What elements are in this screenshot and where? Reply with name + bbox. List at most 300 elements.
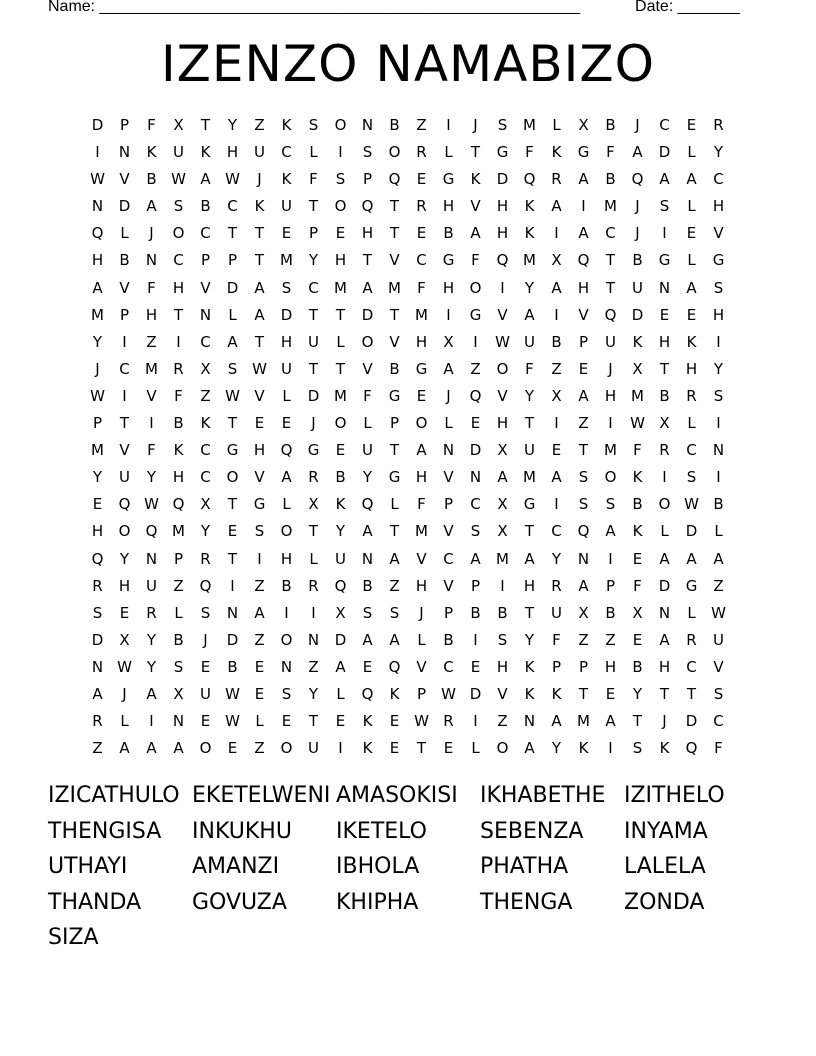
grid-cell[interactable]: A xyxy=(389,549,400,568)
grid-cell[interactable]: C xyxy=(713,170,724,189)
grid-cell[interactable]: W xyxy=(495,332,510,351)
grid-cell[interactable]: Q xyxy=(91,549,104,568)
grid-cell[interactable]: U xyxy=(308,332,319,351)
grid-cell[interactable]: A xyxy=(335,657,346,676)
grid-cell[interactable]: O xyxy=(334,414,347,433)
grid-cell[interactable]: H xyxy=(415,332,428,351)
grid-cell[interactable]: L xyxy=(714,522,723,541)
grid-cell[interactable]: E xyxy=(605,684,616,703)
grid-cell[interactable]: B xyxy=(119,251,130,270)
grid-cell[interactable]: X xyxy=(173,116,184,134)
grid-cell[interactable]: C xyxy=(443,549,454,568)
grid-cell[interactable]: R xyxy=(308,468,319,487)
grid-cell[interactable]: T xyxy=(119,414,130,433)
grid-cell[interactable]: E xyxy=(389,739,400,758)
grid-cell[interactable]: N xyxy=(361,549,374,568)
grid-cell[interactable]: A xyxy=(524,739,535,758)
grid-cell[interactable]: M xyxy=(523,468,536,487)
grid-cell[interactable]: V xyxy=(362,359,373,378)
grid-cell[interactable]: L xyxy=(687,143,696,162)
grid-cell[interactable]: A xyxy=(551,468,562,487)
grid-cell[interactable]: E xyxy=(362,657,373,676)
grid-cell[interactable]: K xyxy=(551,684,562,703)
grid-cell[interactable]: W xyxy=(171,170,186,189)
grid-cell[interactable]: T xyxy=(659,684,670,703)
grid-cell[interactable]: T xyxy=(524,414,535,433)
grid-cell[interactable]: C xyxy=(686,441,697,460)
grid-cell[interactable]: K xyxy=(173,441,184,460)
grid-cell[interactable]: S xyxy=(389,603,400,622)
grid-cell[interactable]: A xyxy=(713,549,724,568)
grid-cell[interactable]: B xyxy=(281,576,292,595)
grid-cell[interactable]: C xyxy=(443,657,454,676)
grid-cell[interactable]: S xyxy=(713,684,724,703)
grid-cell[interactable]: M xyxy=(334,278,347,297)
grid-cell[interactable]: E xyxy=(281,414,292,433)
grid-cell[interactable]: T xyxy=(308,522,319,541)
grid-cell[interactable]: T xyxy=(470,143,481,162)
grid-cell[interactable]: F xyxy=(174,386,183,405)
grid-cell[interactable]: W xyxy=(225,170,240,189)
grid-cell[interactable]: D xyxy=(280,305,293,324)
grid-cell[interactable]: M xyxy=(334,386,347,405)
grid-cell[interactable]: D xyxy=(91,630,104,649)
grid-cell[interactable]: A xyxy=(92,278,103,297)
grid-cell[interactable]: T xyxy=(200,116,211,134)
grid-cell[interactable]: F xyxy=(417,495,426,514)
grid-cell[interactable]: H xyxy=(685,359,698,378)
grid-cell[interactable]: E xyxy=(470,657,481,676)
grid-cell[interactable]: C xyxy=(227,197,238,216)
grid-cell[interactable]: H xyxy=(172,468,185,487)
grid-cell[interactable]: Q xyxy=(118,495,131,514)
grid-cell[interactable]: V xyxy=(713,657,724,676)
grid-cell[interactable]: K xyxy=(578,739,589,758)
grid-cell[interactable]: F xyxy=(147,278,156,297)
grid-cell[interactable]: D xyxy=(334,630,347,649)
grid-cell[interactable]: M xyxy=(523,116,536,134)
grid-cell[interactable]: T xyxy=(524,522,535,541)
grid-cell[interactable]: Q xyxy=(577,251,590,270)
grid-cell[interactable]: J xyxy=(635,116,640,134)
grid-cell[interactable]: B xyxy=(227,657,238,676)
grid-cell[interactable]: E xyxy=(92,495,103,514)
grid-cell[interactable]: H xyxy=(361,224,374,243)
grid-cell[interactable]: S xyxy=(713,386,724,405)
grid-cell[interactable]: H xyxy=(145,305,158,324)
grid-cell[interactable]: L xyxy=(336,684,345,703)
grid-cell[interactable]: E xyxy=(254,414,265,433)
grid-cell[interactable]: Z xyxy=(173,576,184,595)
grid-cell[interactable]: W xyxy=(144,495,159,514)
grid-cell[interactable]: K xyxy=(389,684,400,703)
grid-cell[interactable]: V xyxy=(254,386,265,405)
grid-cell[interactable]: Y xyxy=(362,468,373,487)
grid-cell[interactable]: Y xyxy=(713,359,724,378)
grid-cell[interactable]: H xyxy=(226,143,239,162)
grid-cell[interactable]: V xyxy=(713,224,724,243)
grid-cell[interactable]: J xyxy=(311,414,316,433)
grid-cell[interactable]: E xyxy=(119,603,130,622)
grid-cell[interactable]: J xyxy=(608,359,613,378)
grid-cell[interactable]: I xyxy=(338,143,343,162)
grid-cell[interactable]: B xyxy=(200,197,211,216)
grid-cell[interactable]: T xyxy=(578,441,589,460)
grid-cell[interactable]: H xyxy=(658,332,671,351)
grid-cell[interactable]: G xyxy=(388,468,401,487)
grid-cell[interactable]: N xyxy=(199,305,212,324)
grid-cell[interactable]: O xyxy=(496,359,509,378)
grid-cell[interactable]: V xyxy=(497,684,508,703)
grid-cell[interactable]: A xyxy=(389,630,400,649)
grid-cell[interactable]: P xyxy=(605,576,616,595)
grid-cell[interactable]: V xyxy=(389,251,400,270)
grid-cell[interactable]: E xyxy=(254,657,265,676)
grid-cell[interactable]: S xyxy=(686,468,697,487)
grid-cell[interactable]: A xyxy=(497,468,508,487)
grid-cell[interactable]: T xyxy=(389,441,400,460)
grid-cell[interactable]: K xyxy=(281,116,292,134)
grid-cell[interactable]: C xyxy=(551,522,562,541)
grid-cell[interactable]: A xyxy=(659,549,670,568)
grid-cell[interactable]: W xyxy=(225,386,240,405)
grid-cell[interactable]: J xyxy=(203,630,208,649)
grid-cell[interactable]: E xyxy=(470,414,481,433)
grid-cell[interactable]: Q xyxy=(631,170,644,189)
grid-cell[interactable]: T xyxy=(227,495,238,514)
grid-cell[interactable]: L xyxy=(336,332,345,351)
grid-cell[interactable]: M xyxy=(604,197,617,216)
grid-cell[interactable]: B xyxy=(173,630,184,649)
grid-cell[interactable]: E xyxy=(389,712,400,731)
grid-cell[interactable]: X xyxy=(578,603,589,622)
grid-cell[interactable]: U xyxy=(632,278,643,297)
grid-cell[interactable]: S xyxy=(362,143,373,162)
grid-cell[interactable]: Y xyxy=(146,468,157,487)
grid-cell[interactable]: L xyxy=(228,305,237,324)
grid-cell[interactable]: A xyxy=(362,522,373,541)
grid-cell[interactable]: U xyxy=(335,549,346,568)
grid-cell[interactable]: W xyxy=(90,386,105,405)
grid-cell[interactable]: N xyxy=(361,116,374,134)
grid-cell[interactable]: X xyxy=(335,603,346,622)
grid-cell[interactable]: Q xyxy=(172,495,185,514)
grid-cell[interactable]: K xyxy=(200,414,211,433)
grid-cell[interactable]: P xyxy=(389,414,400,433)
grid-cell[interactable]: S xyxy=(335,170,346,189)
grid-cell[interactable]: N xyxy=(172,712,185,731)
grid-cell[interactable]: G xyxy=(523,495,536,514)
grid-cell[interactable]: I xyxy=(581,197,586,216)
grid-cell[interactable]: M xyxy=(280,251,293,270)
grid-cell[interactable]: A xyxy=(362,630,373,649)
grid-cell[interactable]: T xyxy=(254,251,265,270)
grid-cell[interactable]: K xyxy=(632,522,643,541)
grid-cell[interactable]: B xyxy=(605,116,616,134)
grid-cell[interactable]: Q xyxy=(496,251,509,270)
grid-cell[interactable]: I xyxy=(149,414,154,433)
grid-cell[interactable]: H xyxy=(442,197,455,216)
grid-cell[interactable]: S xyxy=(497,116,508,134)
grid-cell[interactable]: G xyxy=(712,251,725,270)
grid-cell[interactable]: A xyxy=(524,305,535,324)
grid-cell[interactable]: Q xyxy=(361,495,374,514)
grid-cell[interactable]: T xyxy=(335,359,346,378)
grid-cell[interactable]: L xyxy=(282,386,291,405)
grid-cell[interactable]: A xyxy=(254,278,265,297)
grid-cell[interactable]: N xyxy=(145,549,158,568)
grid-cell[interactable]: K xyxy=(551,143,562,162)
grid-cell[interactable]: P xyxy=(578,657,589,676)
grid-cell[interactable]: Y xyxy=(524,278,535,297)
grid-cell[interactable]: B xyxy=(632,251,643,270)
grid-cell[interactable]: W xyxy=(90,170,105,189)
grid-cell[interactable]: E xyxy=(335,441,346,460)
grid-cell[interactable]: V xyxy=(254,468,265,487)
grid-cell[interactable]: A xyxy=(578,386,589,405)
grid-cell[interactable]: D xyxy=(658,143,671,162)
grid-cell[interactable]: Y xyxy=(713,143,724,162)
grid-cell[interactable]: X xyxy=(632,359,643,378)
grid-cell[interactable]: L xyxy=(660,522,669,541)
grid-cell[interactable]: S xyxy=(605,495,616,514)
grid-cell[interactable]: I xyxy=(446,305,451,324)
grid-cell[interactable]: P xyxy=(92,414,103,433)
grid-cell[interactable]: R xyxy=(173,359,184,378)
grid-cell[interactable]: M xyxy=(415,305,428,324)
grid-cell[interactable]: I xyxy=(338,739,343,758)
grid-cell[interactable]: K xyxy=(524,197,535,216)
grid-cell[interactable]: J xyxy=(635,197,640,216)
grid-cell[interactable]: U xyxy=(308,739,319,758)
grid-cell[interactable]: W xyxy=(225,712,240,731)
grid-cell[interactable]: Z xyxy=(578,630,589,649)
grid-cell[interactable]: U xyxy=(281,197,292,216)
grid-cell[interactable]: V xyxy=(497,305,508,324)
grid-cell[interactable]: I xyxy=(284,603,289,622)
grid-cell[interactable]: Y xyxy=(551,549,562,568)
grid-cell[interactable]: H xyxy=(91,522,104,541)
grid-cell[interactable]: E xyxy=(551,441,562,460)
grid-cell[interactable]: A xyxy=(578,170,589,189)
grid-cell[interactable]: X xyxy=(497,495,508,514)
grid-cell[interactable]: N xyxy=(523,712,536,731)
grid-cell[interactable]: C xyxy=(308,278,319,297)
grid-cell[interactable]: L xyxy=(309,549,318,568)
grid-cell[interactable]: S xyxy=(281,684,292,703)
grid-cell[interactable]: C xyxy=(470,495,481,514)
grid-cell[interactable]: H xyxy=(604,386,617,405)
grid-cell[interactable]: U xyxy=(173,143,184,162)
grid-cell[interactable]: V xyxy=(416,657,427,676)
grid-cell[interactable]: V xyxy=(578,305,589,324)
grid-cell[interactable]: A xyxy=(362,278,373,297)
grid-cell[interactable]: Y xyxy=(227,116,238,134)
grid-cell[interactable]: L xyxy=(444,414,453,433)
grid-cell[interactable]: S xyxy=(308,116,319,134)
grid-cell[interactable]: N xyxy=(280,657,293,676)
grid-cell[interactable]: O xyxy=(280,739,293,758)
grid-cell[interactable]: K xyxy=(146,143,157,162)
grid-cell[interactable]: W xyxy=(630,414,645,433)
grid-cell[interactable]: S xyxy=(497,630,508,649)
grid-cell[interactable]: Z xyxy=(389,576,400,595)
grid-cell[interactable]: H xyxy=(280,549,293,568)
grid-cell[interactable]: I xyxy=(257,549,262,568)
grid-cell[interactable]: T xyxy=(227,224,238,243)
grid-cell[interactable]: S xyxy=(362,603,373,622)
grid-cell[interactable]: T xyxy=(227,414,238,433)
grid-cell[interactable]: N xyxy=(91,197,104,216)
grid-cell[interactable]: D xyxy=(307,386,320,405)
grid-cell[interactable]: D xyxy=(631,305,644,324)
grid-cell[interactable]: D xyxy=(496,170,509,189)
grid-cell[interactable]: I xyxy=(122,386,127,405)
grid-cell[interactable]: S xyxy=(227,359,238,378)
grid-cell[interactable]: D xyxy=(226,278,239,297)
grid-cell[interactable]: V xyxy=(200,278,211,297)
grid-cell[interactable]: G xyxy=(685,576,698,595)
grid-cell[interactable]: H xyxy=(496,414,509,433)
grid-cell[interactable]: K xyxy=(659,739,670,758)
grid-cell[interactable]: T xyxy=(308,305,319,324)
grid-cell[interactable]: S xyxy=(173,197,184,216)
grid-cell[interactable]: M xyxy=(388,278,401,297)
grid-cell[interactable]: P xyxy=(416,684,427,703)
grid-cell[interactable]: B xyxy=(605,170,616,189)
grid-cell[interactable]: Z xyxy=(254,576,265,595)
grid-cell[interactable]: R xyxy=(686,386,697,405)
grid-cell[interactable]: Q xyxy=(199,576,212,595)
grid-cell[interactable]: M xyxy=(604,441,617,460)
grid-cell[interactable]: Y xyxy=(524,630,535,649)
grid-cell[interactable]: T xyxy=(524,603,535,622)
grid-cell[interactable]: C xyxy=(119,359,130,378)
grid-cell[interactable]: T xyxy=(308,712,319,731)
grid-cell[interactable]: D xyxy=(658,576,671,595)
grid-cell[interactable]: R xyxy=(146,603,157,622)
grid-cell[interactable]: I xyxy=(662,468,667,487)
grid-cell[interactable]: F xyxy=(363,386,372,405)
grid-cell[interactable]: O xyxy=(415,414,428,433)
grid-cell[interactable]: S xyxy=(578,495,589,514)
grid-cell[interactable]: X xyxy=(632,603,643,622)
grid-cell[interactable]: X xyxy=(659,414,670,433)
grid-cell[interactable]: I xyxy=(500,278,505,297)
grid-cell[interactable]: D xyxy=(91,116,104,134)
grid-cell[interactable]: I xyxy=(473,630,478,649)
grid-cell[interactable]: R xyxy=(551,576,562,595)
grid-cell[interactable]: V xyxy=(119,278,130,297)
grid-cell[interactable]: Z xyxy=(308,657,319,676)
grid-cell[interactable]: A xyxy=(686,549,697,568)
grid-cell[interactable]: W xyxy=(441,684,456,703)
grid-cell[interactable]: G xyxy=(577,143,590,162)
grid-cell[interactable]: A xyxy=(416,441,427,460)
grid-cell[interactable]: Z xyxy=(200,386,211,405)
grid-cell[interactable]: A xyxy=(200,170,211,189)
grid-cell[interactable]: H xyxy=(523,576,536,595)
grid-cell[interactable]: M xyxy=(91,441,104,460)
grid-cell[interactable]: F xyxy=(714,739,723,758)
grid-cell[interactable]: N xyxy=(145,251,158,270)
grid-cell[interactable]: S xyxy=(713,278,724,297)
grid-cell[interactable]: I xyxy=(554,305,559,324)
grid-cell[interactable]: Y xyxy=(524,386,535,405)
grid-cell[interactable]: V xyxy=(119,441,130,460)
grid-cell[interactable]: Z xyxy=(605,630,616,649)
grid-cell[interactable]: H xyxy=(442,278,455,297)
grid-cell[interactable]: F xyxy=(552,630,561,649)
grid-cell[interactable]: E xyxy=(281,712,292,731)
grid-cell[interactable]: E xyxy=(335,224,346,243)
grid-cell[interactable]: B xyxy=(335,468,346,487)
grid-cell[interactable]: B xyxy=(632,657,643,676)
grid-cell[interactable]: A xyxy=(551,278,562,297)
grid-cell[interactable]: C xyxy=(281,143,292,162)
grid-cell[interactable]: S xyxy=(470,522,481,541)
grid-cell[interactable]: F xyxy=(633,576,642,595)
grid-cell[interactable]: D xyxy=(685,522,698,541)
grid-cell[interactable]: T xyxy=(389,197,400,216)
grid-cell[interactable]: R xyxy=(92,712,103,731)
grid-cell[interactable]: T xyxy=(416,739,427,758)
grid-cell[interactable]: S xyxy=(632,739,643,758)
grid-cell[interactable]: I xyxy=(122,332,127,351)
grid-cell[interactable]: S xyxy=(92,603,103,622)
grid-cell[interactable]: X xyxy=(497,441,508,460)
grid-cell[interactable]: L xyxy=(471,739,480,758)
grid-cell[interactable]: Z xyxy=(551,359,562,378)
grid-cell[interactable]: Z xyxy=(416,116,427,134)
grid-cell[interactable]: D xyxy=(685,712,698,731)
grid-cell[interactable]: M xyxy=(415,522,428,541)
grid-cell[interactable]: T xyxy=(686,684,697,703)
grid-cell[interactable]: T xyxy=(605,251,616,270)
grid-cell[interactable]: E xyxy=(335,712,346,731)
grid-cell[interactable]: E xyxy=(281,224,292,243)
grid-cell[interactable]: U xyxy=(119,468,130,487)
grid-cell[interactable]: L xyxy=(120,712,129,731)
grid-cell[interactable]: B xyxy=(362,576,373,595)
grid-cell[interactable]: A xyxy=(686,170,697,189)
grid-cell[interactable]: A xyxy=(470,224,481,243)
grid-cell[interactable]: P xyxy=(200,251,211,270)
grid-cell[interactable]: H xyxy=(280,332,293,351)
grid-cell[interactable]: W xyxy=(684,495,699,514)
grid-cell[interactable]: Q xyxy=(361,684,374,703)
grid-cell[interactable]: Z xyxy=(92,739,103,758)
grid-cell[interactable]: O xyxy=(280,522,293,541)
grid-cell[interactable]: I xyxy=(662,224,667,243)
grid-cell[interactable]: E xyxy=(200,712,211,731)
grid-cell[interactable]: F xyxy=(147,441,156,460)
grid-cell[interactable]: R xyxy=(200,549,211,568)
grid-cell[interactable]: H xyxy=(334,251,347,270)
grid-cell[interactable]: L xyxy=(255,712,264,731)
grid-cell[interactable]: A xyxy=(254,305,265,324)
grid-cell[interactable]: S xyxy=(173,657,184,676)
grid-cell[interactable]: O xyxy=(334,116,347,134)
grid-cell[interactable]: F xyxy=(606,143,615,162)
grid-cell[interactable]: A xyxy=(578,576,589,595)
grid-cell[interactable]: X xyxy=(551,386,562,405)
grid-cell[interactable]: K xyxy=(632,332,643,351)
grid-cell[interactable]: J xyxy=(473,116,478,134)
grid-cell[interactable]: O xyxy=(172,224,185,243)
grid-cell[interactable]: T xyxy=(308,359,319,378)
grid-cell[interactable]: P xyxy=(173,549,184,568)
